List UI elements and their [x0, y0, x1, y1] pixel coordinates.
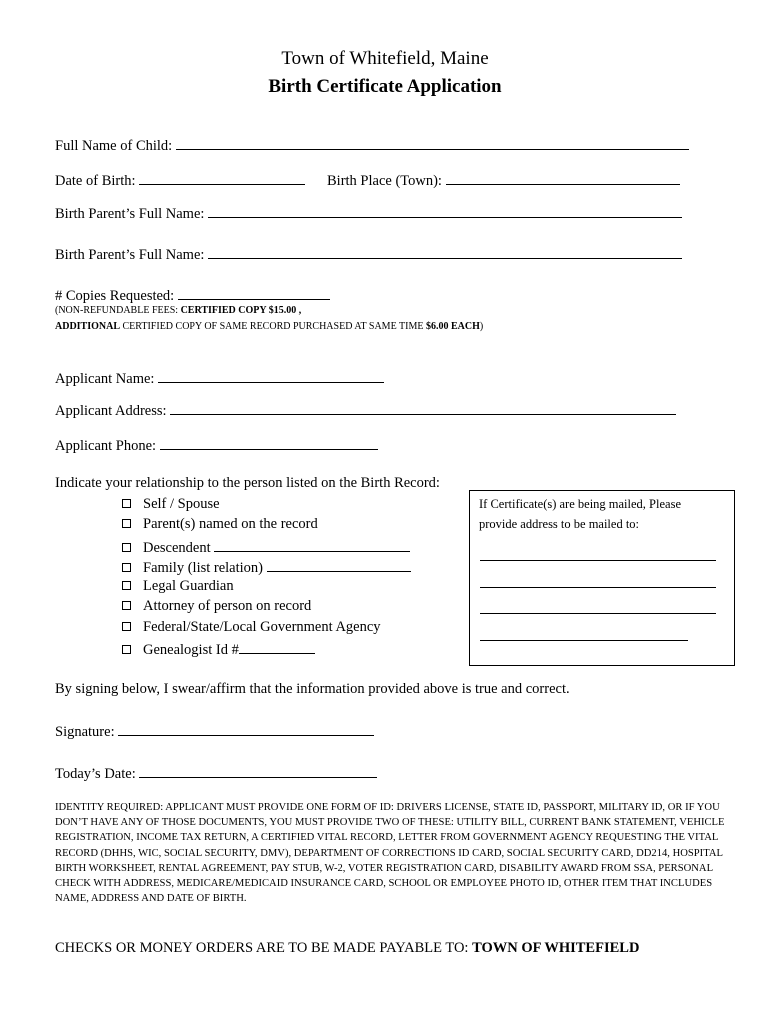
- parent1-row: [55, 203, 682, 223]
- option-label: Family (list relation): [143, 560, 264, 576]
- option-parents[interactable]: [122, 516, 318, 533]
- option-label: Federal/State/Local Government Agency: [143, 619, 381, 635]
- checkbox[interactable]: [122, 563, 131, 572]
- applicant-name-row: [55, 368, 384, 388]
- checkbox[interactable]: [122, 499, 131, 508]
- checkbox[interactable]: [122, 601, 131, 610]
- affirmation-text: By signing below, I swear/affirm that the information provided above is true and correct.: [55, 681, 570, 697]
- fees-line-2: [55, 321, 483, 332]
- applicant-phone-field[interactable]: [160, 435, 378, 450]
- copies-row: [55, 285, 330, 305]
- mail-address-line-1[interactable]: [480, 560, 716, 561]
- fees-mid: CERTIFIED COPY OF SAME RECORD PURCHASED AT SAME TIME: [120, 321, 426, 332]
- genealogist-id-field[interactable]: [239, 639, 315, 654]
- option-label: Self / Spouse: [143, 496, 220, 512]
- fees-certified: CERTIFIED COPY $15.00 ,: [180, 305, 302, 316]
- option-legal-guardian[interactable]: [122, 578, 234, 595]
- form-title: Town of Whitefield, Maine: [281, 48, 489, 69]
- option-label: Descendent: [143, 540, 211, 556]
- parent2-row: [55, 244, 682, 264]
- child-name-row: [55, 135, 689, 155]
- checkbox[interactable]: [122, 519, 131, 528]
- date-label: Today’s Date:: [55, 766, 136, 782]
- option-label: Genealogist Id #: [143, 642, 239, 658]
- signature-field[interactable]: [118, 721, 374, 736]
- option-label: Legal Guardian: [143, 578, 234, 594]
- option-family[interactable]: [122, 557, 411, 577]
- fees-prefix: (NON-REFUNDABLE FEES:: [55, 305, 181, 316]
- fees-each: $6.00 EACH: [425, 321, 480, 332]
- applicant-name-label: Applicant Name:: [55, 371, 155, 387]
- applicant-phone-row: [55, 435, 378, 455]
- dob-row: [55, 170, 305, 190]
- applicant-address-field[interactable]: [170, 400, 676, 415]
- option-genealogist[interactable]: [122, 639, 315, 659]
- form-subtitle: Birth Certificate Application: [268, 76, 502, 97]
- birth-place-row: [327, 170, 680, 190]
- option-label: Parent(s) named on the record: [143, 516, 318, 532]
- payable-notice: [55, 940, 639, 957]
- dob-label: Date of Birth:: [55, 173, 136, 189]
- child-name-field[interactable]: [176, 135, 689, 150]
- mail-address-line-2[interactable]: [480, 587, 716, 588]
- fees-additional: ADDITIONAL: [55, 321, 121, 332]
- checkbox[interactable]: [122, 645, 131, 654]
- mailing-address-box: [469, 490, 735, 666]
- option-label: Attorney of person on record: [143, 598, 312, 614]
- checkbox[interactable]: [122, 543, 131, 552]
- parent1-label: Birth Parent’s Full Name:: [55, 206, 205, 222]
- parent1-field[interactable]: [208, 203, 682, 218]
- mail-box-line-2: provide address to be mailed to:: [479, 517, 640, 531]
- family-relation-field[interactable]: [267, 557, 411, 572]
- fees-end: ): [479, 321, 484, 332]
- applicant-phone-label: Applicant Phone:: [55, 438, 157, 454]
- copies-field[interactable]: [178, 285, 330, 300]
- mail-box-line-1: If Certificate(s) are being mailed, Please: [479, 497, 681, 511]
- signature-label: Signature:: [55, 724, 115, 740]
- dob-field[interactable]: [139, 170, 305, 185]
- date-field[interactable]: [139, 763, 377, 778]
- checkbox[interactable]: [122, 581, 131, 590]
- copies-label: # Copies Requested:: [55, 288, 175, 304]
- payable-prefix: CHECKS OR MONEY ORDERS ARE TO BE MADE PAYABLE TO:: [55, 940, 473, 956]
- applicant-address-row: [55, 400, 676, 420]
- birth-place-field[interactable]: [446, 170, 680, 185]
- parent2-field[interactable]: [208, 244, 682, 259]
- applicant-name-field[interactable]: [158, 368, 384, 383]
- date-row: [55, 763, 377, 783]
- child-name-label: Full Name of Child:: [55, 138, 173, 154]
- parent2-label: Birth Parent’s Full Name:: [55, 247, 205, 263]
- option-attorney[interactable]: [122, 598, 311, 615]
- fees-line-1: [55, 305, 301, 316]
- birth-place-label: Birth Place (Town):: [327, 173, 442, 189]
- option-government[interactable]: [122, 619, 381, 636]
- mail-address-line-3[interactable]: [480, 613, 716, 614]
- descendent-field[interactable]: [214, 537, 410, 552]
- payable-town: TOWN OF WHITEFIELD: [472, 940, 640, 956]
- checkbox[interactable]: [122, 622, 131, 631]
- identity-requirements: IDENTITY REQUIRED: APPLICANT MUST PROVIDE ONE FORM OF ID: DRIVERS LICENSE, STATE ID, PASSPORT, MILITARY ID, OR IF YOU DON’T HAVE ANY OF THOSE DOCUMENTS, YOU MUST PROVIDE TWO OF THESE: UTILITY BILL, CURRENT BANK STATEMENT, VEHICLE REGISTRATION, INCOME TAX RETURN, A CERTIFIED VITAL RECORD, LETTER FROM GOVERNMENT AGENCY REQUESTING THE VITAL RECORD (DHHS, WIC, SOCIAL SECURITY, DMV), DEPARTMENT OF CORRECTIONS ID CARD, SOCIAL SECURITY CARD, DD214, HOSPITAL BIRTH WORKSHEET, RENTAL AGREEMENT, PAY STUB, W-2, VOTER REGISTRATION CARD, DISABILITY AWARD FROM SSA, PERSONAL CHECK WITH ADDRESS, MEDICARE/MEDICAID INSURANCE CARD, SCHOOL OR EMPLOYEE PHOTO ID, OTHER ITEM THAT INCLUDES NAME, ADDRESS AND DATE OF BIRTH.: [55, 802, 725, 905]
- option-self-spouse[interactable]: [122, 496, 220, 513]
- option-descendent[interactable]: [122, 537, 410, 557]
- applicant-address-label: Applicant Address:: [55, 403, 167, 419]
- mail-address-line-4[interactable]: [480, 640, 688, 641]
- relationship-prompt: Indicate your relationship to the person listed on the Birth Record:: [55, 475, 440, 491]
- signature-row: [55, 721, 374, 741]
